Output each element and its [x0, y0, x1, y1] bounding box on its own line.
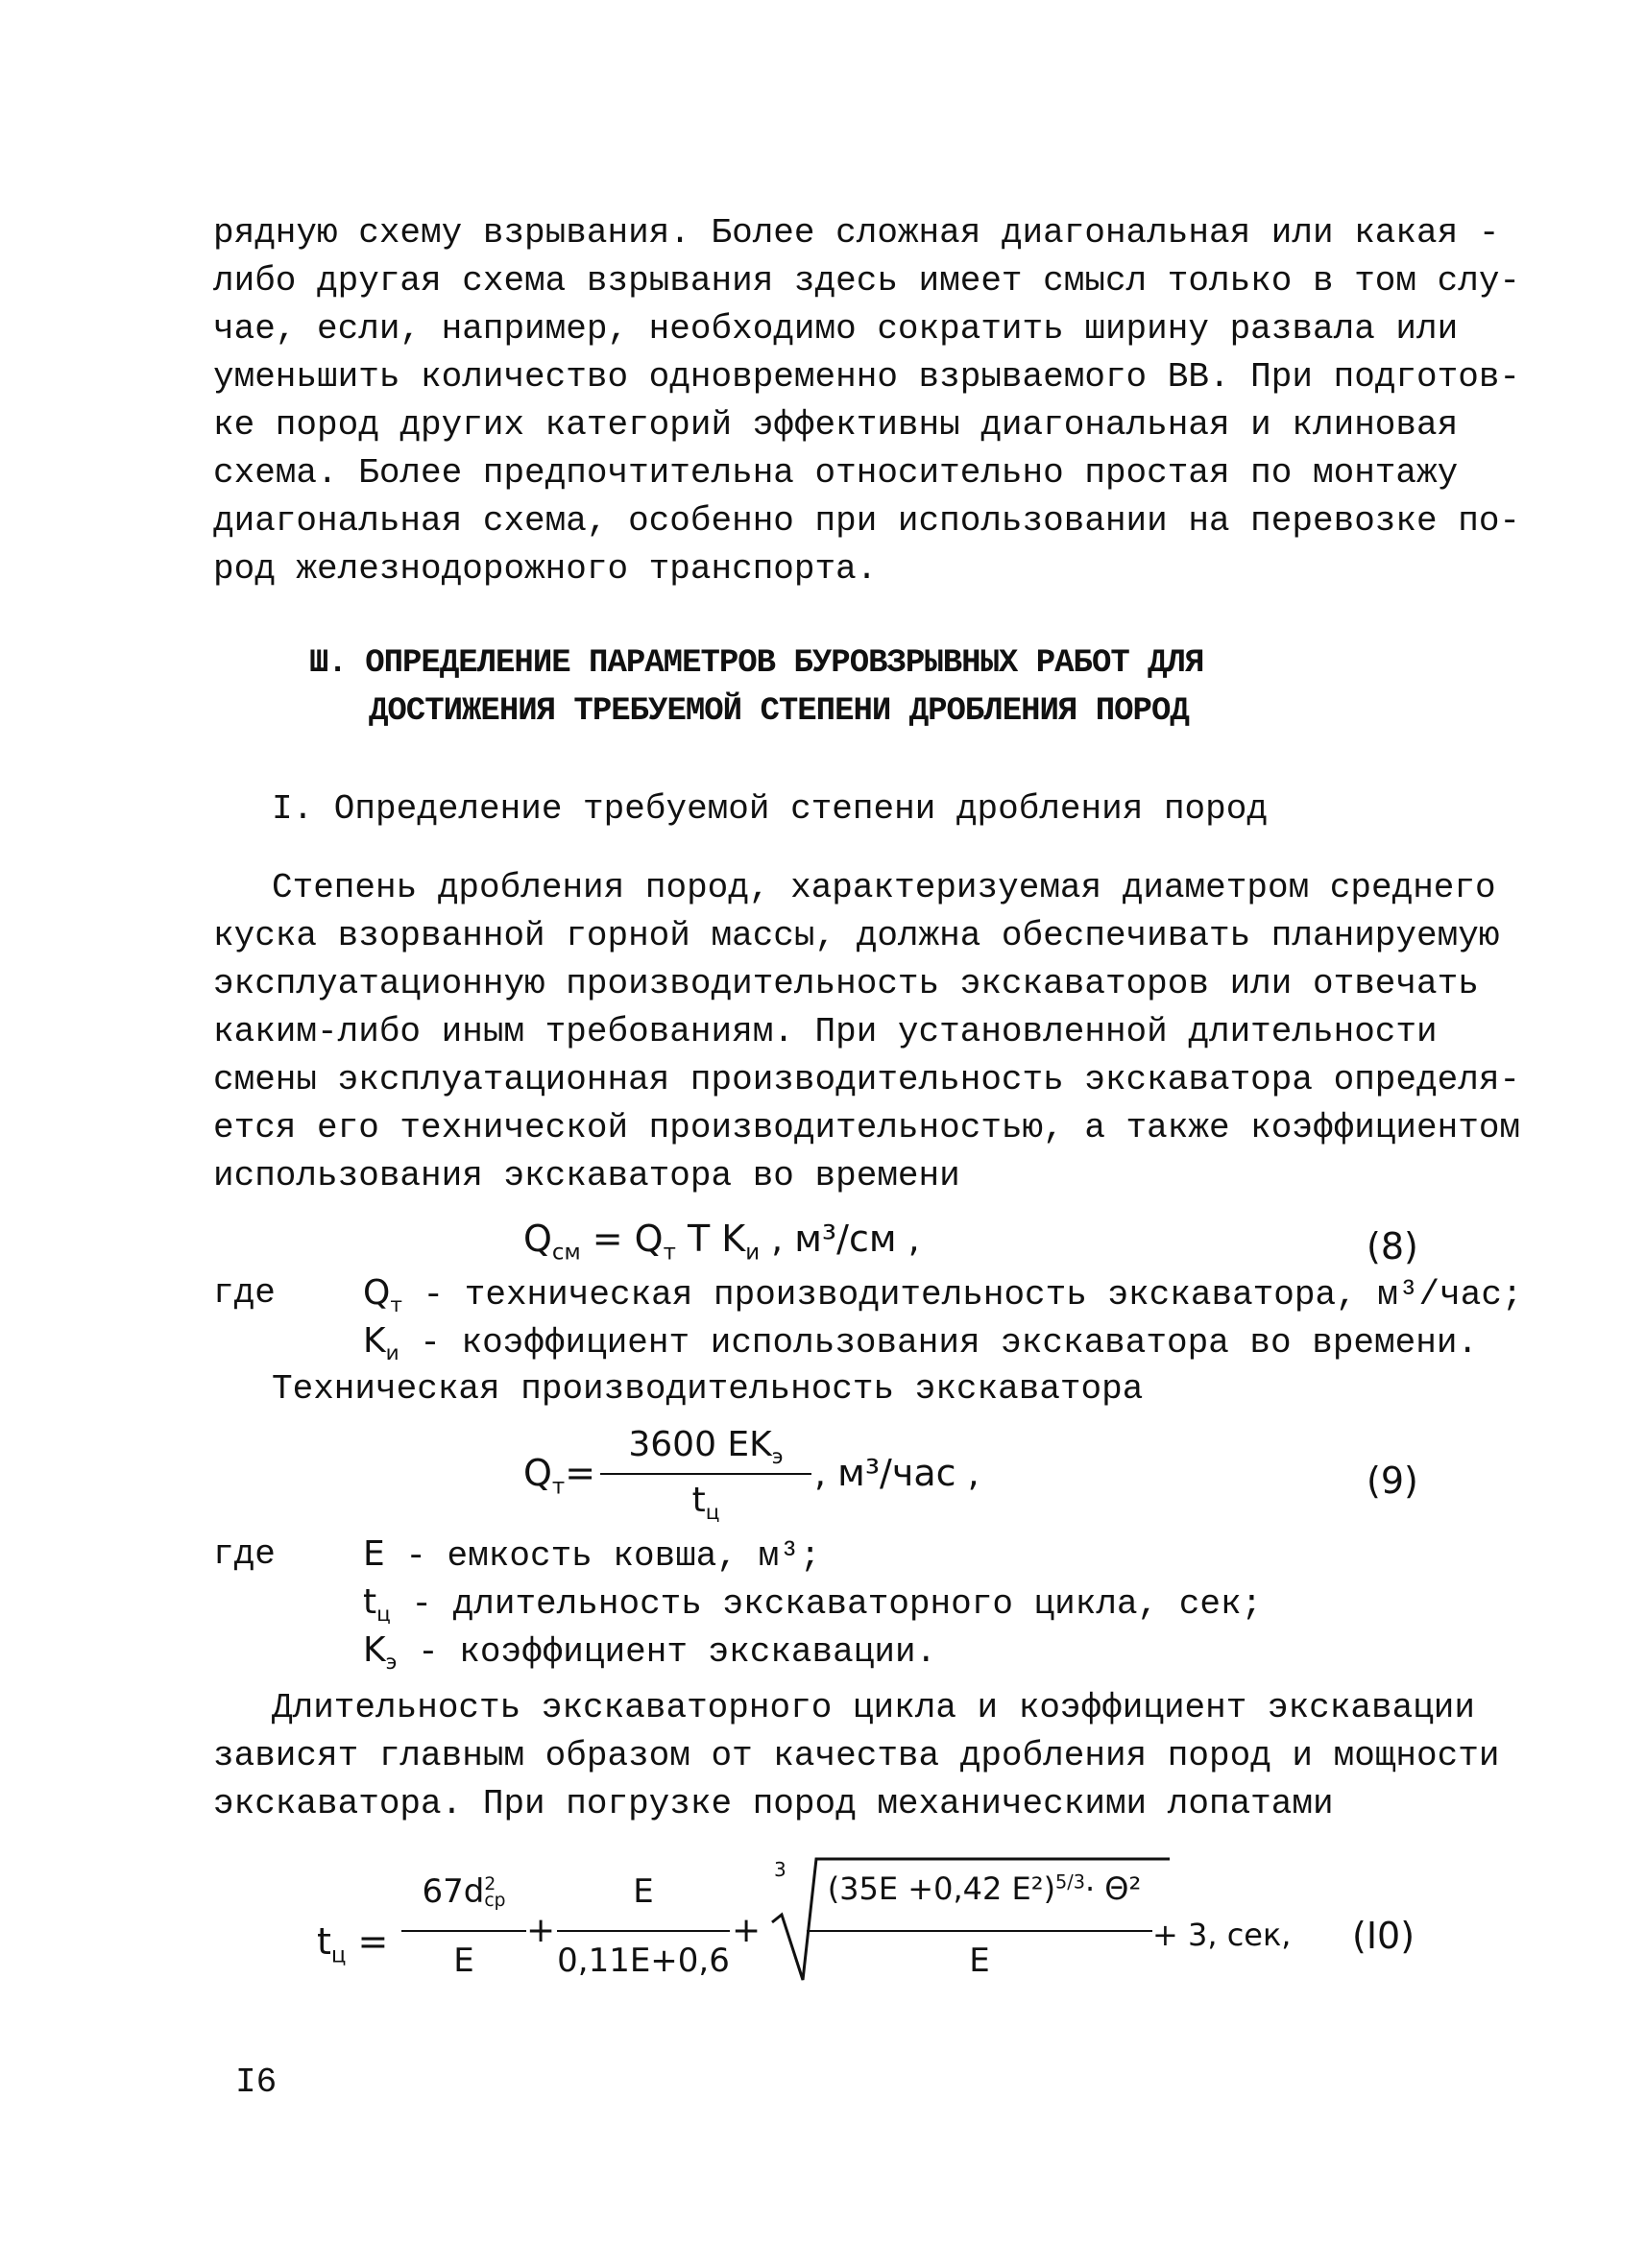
formula-10-lhs [317, 1920, 388, 1968]
root-index: 3 [774, 1858, 786, 1881]
formula-10-tail: + 3, сек, [1152, 1917, 1292, 1953]
formula-10-root-numerator [807, 1870, 1162, 1907]
definition-text: - коэффициент экскавации. [397, 1632, 937, 1672]
text-line: смены эксплуатационная производительность экскаватора определя- [213, 1060, 1521, 1099]
formula-subscript: т [551, 1474, 566, 1500]
section-heading-line-2: ДОСТИЖЕНИЯ ТРЕБУЕМОЙ СТЕПЕНИ ДРОБЛЕНИЯ ПОРОД [369, 693, 1189, 730]
equation-number-10: (I0) [1352, 1915, 1415, 1957]
text-line: Техническая производительность экскаватора [272, 1369, 1144, 1409]
formula-units: , м³/см , [771, 1218, 920, 1260]
formula-symbol: = Q [592, 1218, 664, 1260]
text-line: каким-либо иным требованиям. При установленной длительности [213, 1012, 1438, 1051]
text-line: уменьшить количество одновременно взрываемого ВВ. При подготов- [213, 357, 1521, 397]
definition-line [363, 1630, 936, 1675]
text-line: зависят главным образом от качества дробления пород и мощности [213, 1736, 1500, 1775]
definition-subscript: и [385, 1341, 399, 1366]
text-line: эксплуатационную производительность экскаваторов или отвечать [213, 964, 1479, 1003]
text-line: Длительность экскаваторного цикла и коэффициент экскавации [272, 1688, 1476, 1727]
text-line: ке пород других категорий эффективны диагональная и клиновая [213, 405, 1459, 445]
page-number: I6 [235, 2063, 278, 2102]
text-line: куска взорванной горной массы, должна обеспечивать планируемую [213, 916, 1500, 955]
fraction-bar [557, 1930, 730, 1932]
definition-symbol: Q [363, 1273, 391, 1313]
formula-9-lhs [523, 1452, 595, 1500]
section-heading-line-1: Ш. ОПРЕДЕЛЕНИЕ ПАРАМЕТРОВ БУРОВЗРЫВНЫХ РАБОТ ДЛЯ [309, 645, 1204, 682]
equation-number-8: (8) [1367, 1225, 1418, 1267]
text-line: чае, если, например, необходимо сократить ширину развала или [213, 309, 1459, 349]
formula-10-root-denominator: E [969, 1942, 990, 1980]
subsection-heading: I. Определение требуемой степени дробления пород [272, 789, 1268, 829]
fraction-bar [807, 1930, 1152, 1932]
formula-symbol: T K [687, 1218, 746, 1260]
definition-symbol: K [363, 1321, 386, 1361]
equation-number-9: (9) [1367, 1460, 1418, 1502]
fraction-bar [401, 1930, 526, 1932]
text-line: использования экскаватора во времени [213, 1156, 960, 1195]
definition-subscript: ц [376, 1603, 391, 1628]
definition-text: - коэффициент использования экскаватора во времени. [399, 1323, 1479, 1363]
formula-symbol: · Θ² [1084, 1870, 1142, 1907]
plus-sign: + [732, 1911, 762, 1950]
formula-subscript: см [551, 1240, 581, 1266]
text-line: род железнодорожного транспорта. [213, 549, 878, 589]
text-line: рядную схему взрывания. Более сложная диагональная или какая - [213, 213, 1500, 253]
formula-10-frac1-numerator [401, 1872, 526, 1911]
formula-subscript: э [771, 1445, 784, 1470]
formula-10-frac2-numerator: E [633, 1872, 654, 1911]
definition-symbol: E [363, 1534, 385, 1574]
text-line: схема. Более предпочтительна относительно простая по монтажу [213, 453, 1459, 493]
formula-9-denominator [600, 1481, 811, 1525]
definition-subscript: э [385, 1651, 398, 1676]
formula-subscript: ц [330, 1942, 347, 1968]
formula-9-units: , м³/час , [814, 1452, 980, 1494]
formula-symbol: Q [523, 1218, 552, 1260]
formula-subscript: ц [705, 1501, 720, 1526]
formula-superscript: 2 [484, 1873, 496, 1894]
formula-operator: = [565, 1452, 596, 1494]
formula-9-numerator [600, 1425, 811, 1469]
definition-line [363, 1321, 1478, 1365]
definition-text: - техническая производительность экскаватора, м³/час; [401, 1275, 1523, 1315]
definition-line [363, 1582, 1262, 1627]
formula-symbol: (35E +0,42 E²) [827, 1870, 1056, 1907]
definition-text: - емкость ковша, м³; [384, 1536, 821, 1576]
formula-subscript: т [663, 1240, 676, 1266]
formula-operator: = [357, 1920, 389, 1963]
where-label: где [213, 1534, 276, 1574]
text-line: Степень дробления пород, характеризуемая диаметром среднего [272, 868, 1496, 907]
formula-symbol: Q [523, 1452, 552, 1494]
definition-symbol: K [363, 1630, 386, 1670]
text-line: диагональная схема, особенно при использовании на перевозке по- [213, 501, 1521, 541]
formula-10-frac2-denominator: 0,11E+0,6 [557, 1942, 730, 1980]
formula-8 [523, 1218, 920, 1266]
formula-symbol: t [317, 1920, 331, 1963]
formula-subscript: ср [484, 1890, 506, 1911]
definition-line [363, 1273, 1523, 1317]
definition-text: - длительность экскаваторного цикла, сек; [390, 1584, 1263, 1624]
plus-sign: + [526, 1911, 556, 1950]
definition-subscript: т [390, 1293, 402, 1318]
text-line: ется его технической производительностью, а также коэффициентом [213, 1108, 1521, 1147]
formula-subscript: и [745, 1240, 761, 1266]
text-line: экскаватора. При погрузке пород механическими лопатами [213, 1784, 1334, 1823]
text-line: либо другая схема взрывания здесь имеет смысл только в том слу- [213, 261, 1521, 301]
definition-line [363, 1534, 820, 1576]
formula-superscript: 5/3 [1055, 1870, 1085, 1894]
where-label: где [213, 1273, 276, 1313]
formula-symbol: t [691, 1481, 706, 1520]
formula-symbol: 67d [422, 1872, 485, 1911]
fraction-bar [600, 1473, 811, 1475]
definition-symbol: t [363, 1582, 377, 1622]
formula-symbol: 3600 EK [628, 1425, 772, 1464]
formula-10-frac1-denominator: E [453, 1942, 474, 1980]
